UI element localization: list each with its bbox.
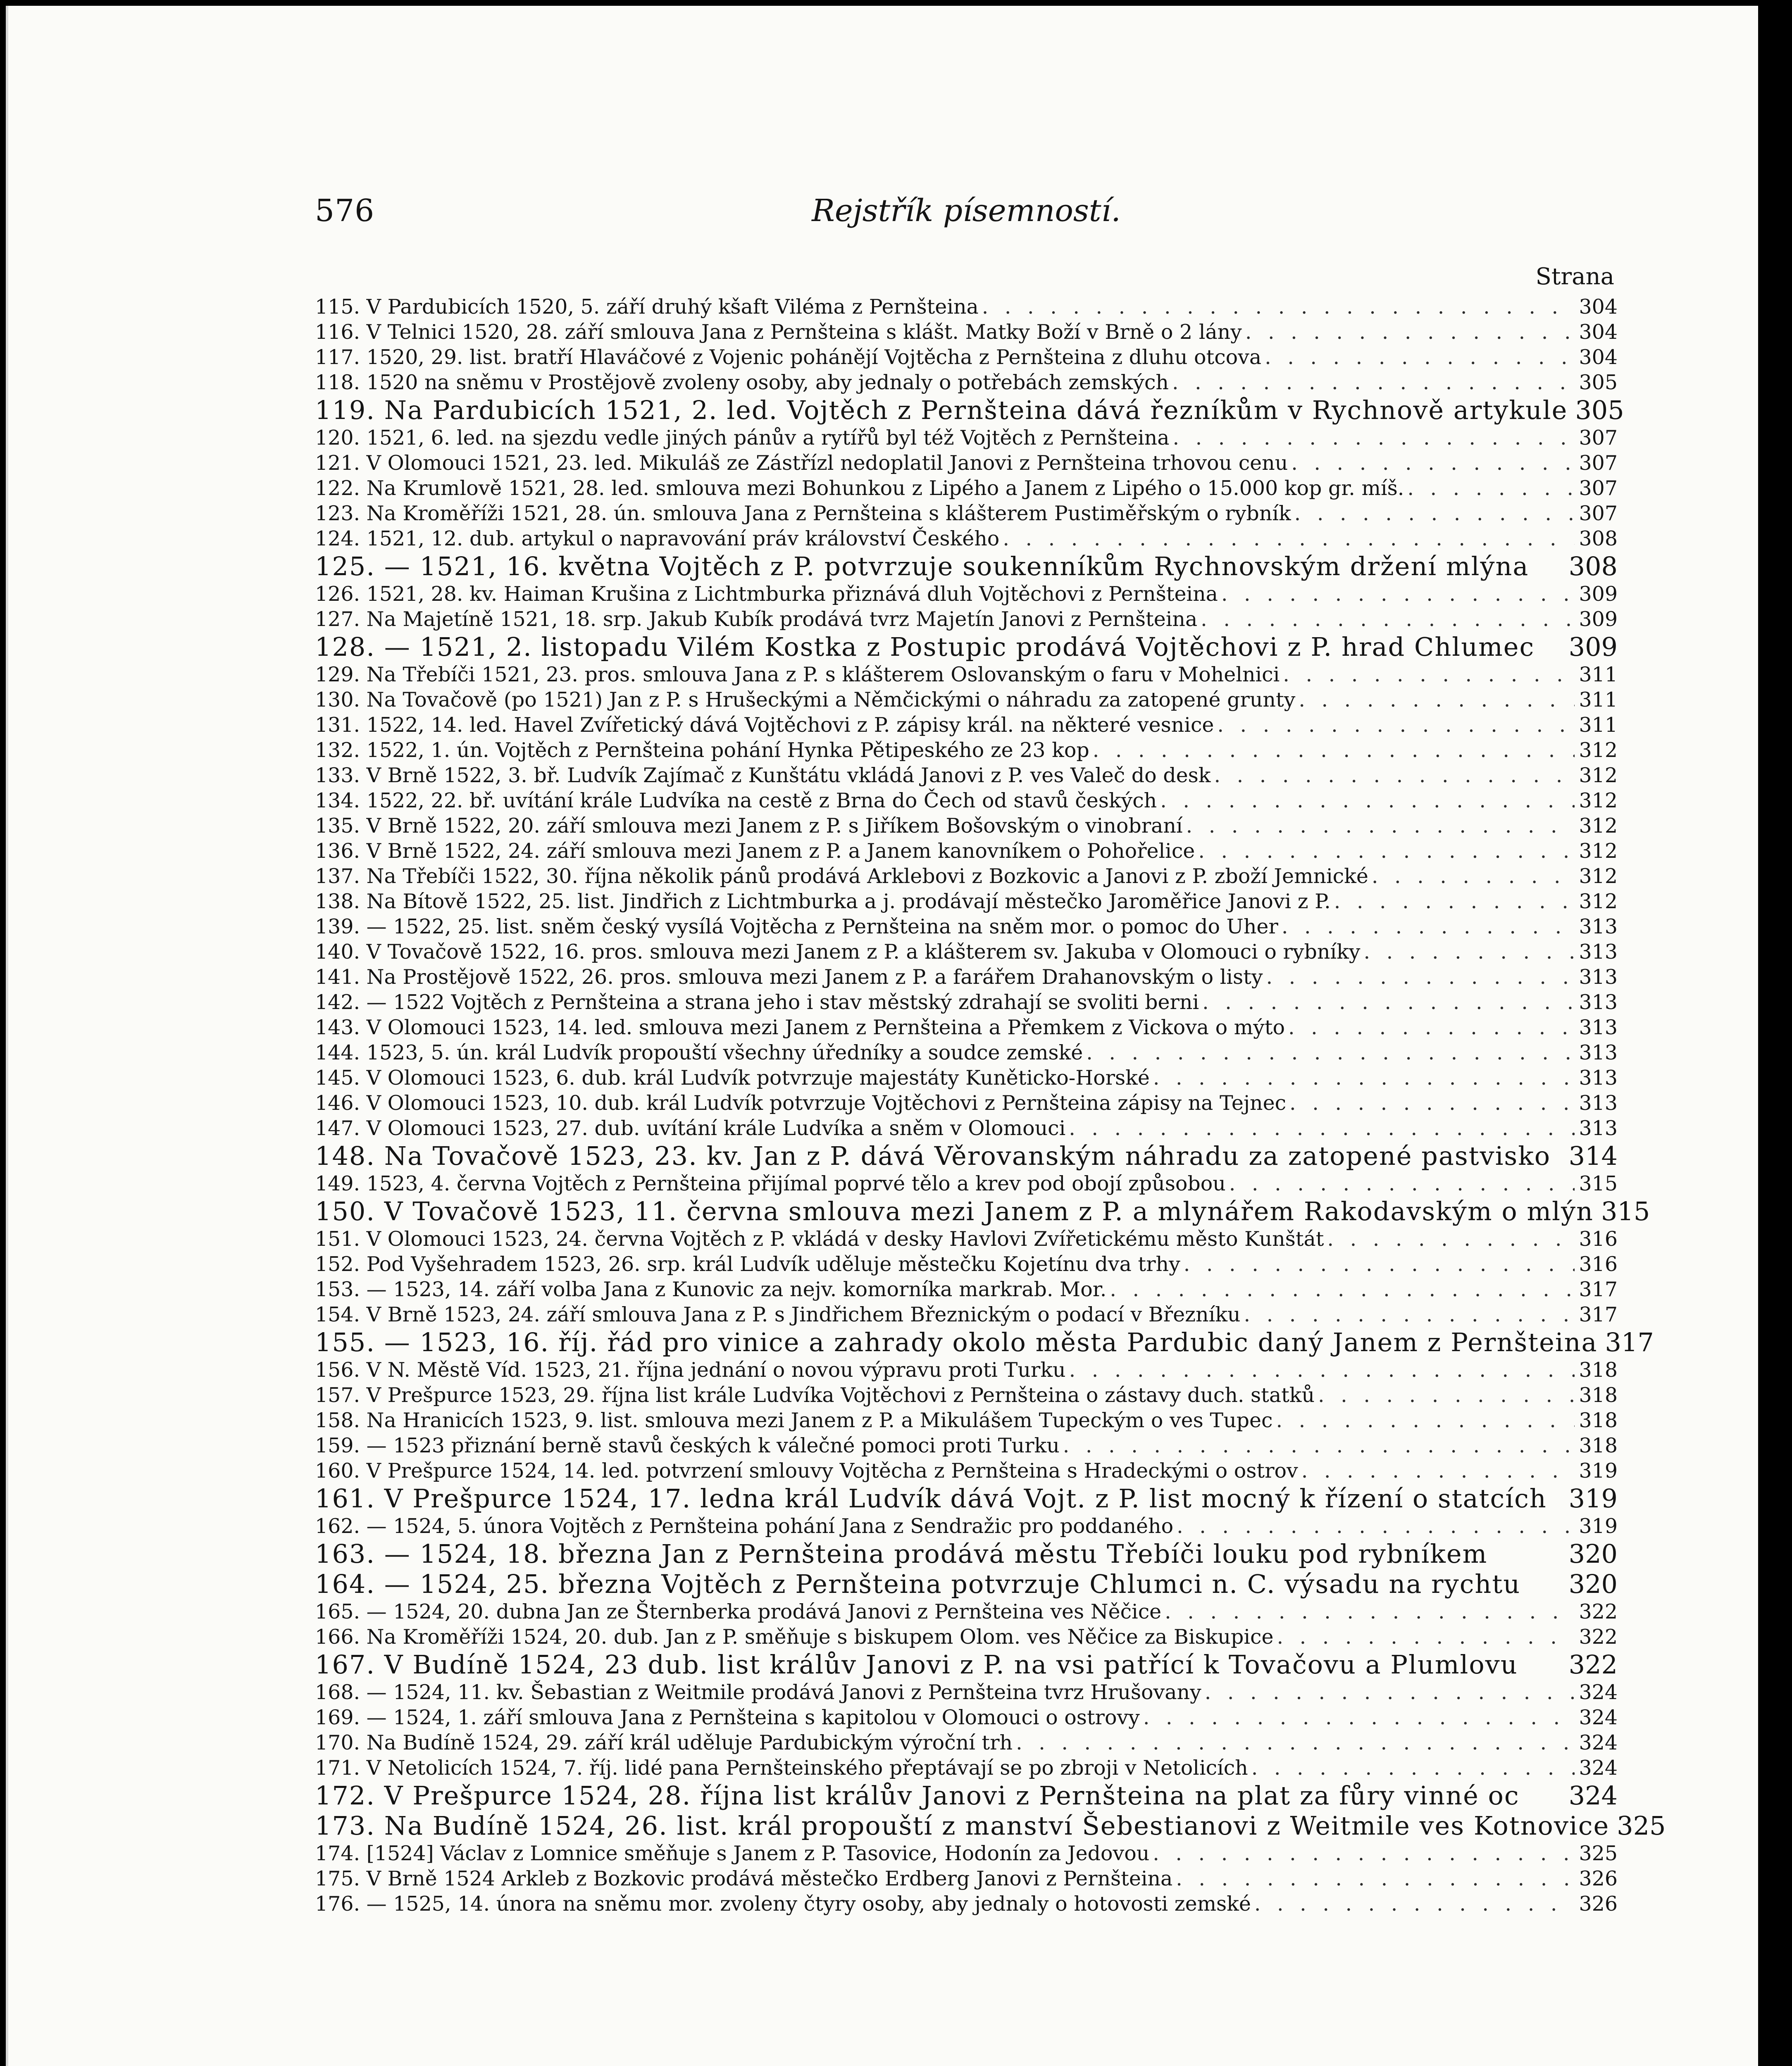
entry-text: 125. — 1521, 16. května Vojtěch z P. potvrzuje soukenníkům Rychnovským držení mlýna: [315, 551, 1529, 581]
register-entry: [315, 370, 1618, 395]
register-entry: [315, 1040, 1618, 1065]
dot-leader: [1251, 1755, 1575, 1780]
entry-text: 172. V Prešpurce 1524, 28. října list králův Janovi z Pernšteina na plat za fůry vinné oc: [315, 1780, 1520, 1811]
entry-text: 171. V Netolicích 1524, 7. říj. lidé pana Pernšteinského přeptávají se po zbroji v Netolicích: [315, 1756, 1248, 1780]
dot-leader: [1205, 1680, 1575, 1705]
register-entry: [315, 939, 1618, 964]
entry-page: 318: [1579, 1358, 1618, 1382]
entry-page: 311: [1579, 663, 1618, 686]
entry-page: 317: [1579, 1303, 1618, 1326]
entry-text: 149. 1523, 4. června Vojtěch z Pernšteina přijímal poprvé tělo a krev pod obojí způsobou: [315, 1172, 1226, 1195]
entry-text: 120. 1521, 6. led. na sjezdu vedle jiných pánův a rytířů byl též Vojtěch z Pernšteina: [315, 426, 1170, 450]
register-entry: [315, 395, 1624, 425]
dot-leader: [1266, 964, 1575, 990]
entry-text: 141. Na Prostějově 1522, 26. pros. smlouva mezi Janem z P. a farářem Drahanovským o listy: [315, 965, 1263, 989]
dot-leader: [982, 294, 1575, 319]
entry-text: 128. — 1521, 2. listopadu Vilém Kostka z Postupic prodává Vojtěchovi z P. hrad Chlumec: [315, 632, 1535, 662]
dot-leader: [1265, 345, 1575, 370]
page-column-label: Strana: [1535, 263, 1614, 290]
register-entry: [315, 1090, 1618, 1116]
dot-leader: [1407, 476, 1575, 501]
entry-text: 127. Na Majetíně 1521, 18. srp. Jakub Kubík prodává tvrz Majetín Janovi z Pernšteina: [315, 607, 1198, 631]
entry-text: 167. V Budíně 1524, 23 dub. list králův Janovi z P. na vsi patřící k Tovačovu a Plumlovu: [315, 1649, 1518, 1680]
entry-text: 144. 1523, 5. ún. král Ludvík propouští všechny úředníky a soudce zemské: [315, 1041, 1083, 1064]
entry-page: 317: [1605, 1327, 1654, 1357]
register-entry: [315, 712, 1618, 738]
entry-text: 164. — 1524, 25. března Vojtěch z Pernšteina potvrzuje Chlumci n. C. výsadu na rychtu: [315, 1569, 1521, 1599]
entry-page: 318: [1579, 1383, 1618, 1407]
entry-page: 320: [1568, 1569, 1618, 1599]
entry-page: 317: [1579, 1278, 1618, 1301]
register-entry: [315, 551, 1618, 581]
register-entry: [315, 476, 1618, 501]
entry-text: 155. — 1523, 16. říj. řád pro vinice a zahrady okolo města Pardubic daný Janem z Pernšteina: [315, 1327, 1598, 1357]
register-entry: [315, 1252, 1618, 1277]
entry-page: 324: [1579, 1731, 1618, 1754]
entry-text: 116. V Telnici 1520, 28. září smlouva Jana z Pernšteina s klášt. Matky Boží v Brně o 2 lány: [315, 320, 1242, 344]
entry-text: 152. Pod Vyšehradem 1523, 26. srp. král Ludvík uděluje městečku Kojetínu dva trhy: [315, 1252, 1180, 1276]
entry-text: 117. 1520, 29. list. bratří Hlaváčové z Vojenic pohánějí Vojtěcha z Pernšteina z dluhu otcova: [315, 345, 1262, 369]
register-entry: [315, 1705, 1618, 1730]
dot-leader: [1283, 662, 1575, 687]
register-entry: [315, 1891, 1618, 1916]
register-entry: [315, 1383, 1618, 1408]
dot-leader: [1372, 864, 1575, 889]
entry-page: 307: [1579, 451, 1618, 475]
entry-page: 309: [1568, 632, 1618, 662]
register-entry: [315, 1514, 1618, 1539]
entry-text: 138. Na Bítově 1522, 25. list. Jindřich z Lichtmburka a j. prodávají městečko Jaroměřice Janovi z P.: [315, 890, 1331, 913]
register-entry: [315, 788, 1618, 813]
register-entry: [315, 1196, 1650, 1226]
entry-page: 304: [1579, 295, 1618, 319]
register-entry: [315, 1755, 1618, 1780]
dot-leader: [1254, 1891, 1575, 1916]
dot-leader: [1277, 1624, 1575, 1649]
entry-page: 313: [1579, 1016, 1618, 1039]
entry-page: 313: [1579, 1116, 1618, 1140]
dot-leader: [1176, 1866, 1575, 1891]
dot-leader: [1172, 425, 1575, 450]
entry-text: 159. — 1523 přiznání berně stavů českých k válečné pomoci proti Turku: [315, 1434, 1060, 1457]
entry-text: 166. Na Kroměříži 1524, 20. dub. Jan z P. směňuje s biskupem Olom. ves Něčice za Biskupice: [315, 1625, 1274, 1649]
entry-page: 324: [1579, 1680, 1618, 1704]
page-title: Rejstřík písemností.: [812, 193, 1121, 228]
entry-page: 305: [1575, 395, 1624, 425]
entry-page: 324: [1579, 1756, 1618, 1780]
entry-text: 176. — 1525, 14. února na sněmu mor. zvoleny čtyry osoby, aby jednaly o hotovosti zemské: [315, 1892, 1251, 1916]
entry-page: 313: [1579, 990, 1618, 1014]
entry-text: 126. 1521, 28. kv. Haiman Krušina z Lichtmburka přiznává dluh Vojtěchovi z Pernšteina: [315, 582, 1218, 606]
dot-leader: [1184, 1252, 1575, 1277]
entry-page: 314: [1568, 1141, 1618, 1171]
entry-text: 163. — 1524, 18. března Jan z Pernšteina prodává městu Třebíči louku pod rybníkem: [315, 1539, 1488, 1569]
entry-page: 319: [1579, 1514, 1618, 1538]
entry-text: 136. V Brně 1522, 24. září smlouva mezi Janem z P. a Janem kanovníkem o Pohořelice: [315, 839, 1195, 863]
register-entry: [315, 1624, 1618, 1649]
register-page: [315, 0, 1666, 2066]
dot-leader: [1153, 1065, 1575, 1090]
register-entry: [315, 990, 1618, 1015]
dot-leader: [1165, 1599, 1575, 1624]
entry-text: 158. Na Hranicích 1523, 9. list. smlouva mezi Janem z P. a Mikulášem Tupeckým o ves Tupec: [315, 1409, 1273, 1432]
entry-text: 119. Na Pardubicích 1521, 2. led. Vojtěch z Pernšteina dává řezníkům v Rychnově artykule: [315, 395, 1568, 425]
dot-leader: [1294, 501, 1575, 526]
register-entry: [315, 1780, 1618, 1811]
entry-page: 318: [1579, 1409, 1618, 1432]
register-entry: [315, 1811, 1666, 1841]
entry-page: 304: [1579, 320, 1618, 344]
dot-leader: [1301, 1458, 1575, 1483]
dot-leader: [1063, 1433, 1575, 1458]
dot-leader: [1153, 1841, 1575, 1866]
entry-text: 160. V Prešpurce 1524, 14. led. potvrzení smlouvy Vojtěcha z Pernšteina s Hradeckými o ostrov: [315, 1459, 1298, 1483]
entry-text: 137. Na Třebíči 1522, 30. října několik pánů prodává Arklebovi z Bozkovic a Janovi z P. zboží Jemnické: [315, 864, 1368, 888]
register-entry: [315, 838, 1618, 864]
register-entry: [315, 889, 1618, 914]
dot-leader: [1177, 1514, 1575, 1539]
register-entry: [315, 1171, 1618, 1196]
entry-page: 318: [1579, 1434, 1618, 1457]
entry-page: 311: [1579, 713, 1618, 737]
dot-leader: [1016, 1730, 1575, 1755]
entry-text: 151. V Olomouci 1523, 24. června Vojtěch z P. vkládá v desky Havlovi Zvířetickému město Kunštát: [315, 1227, 1324, 1251]
entry-text: 174. [1524] Václav z Lomnice směňuje s Janem z P. Tasovice, Hodonín za Jedovou: [315, 1842, 1150, 1865]
entry-page: 319: [1568, 1483, 1618, 1514]
register-entry: [315, 526, 1618, 551]
entry-page: 308: [1568, 551, 1618, 581]
entry-text: 131. 1522, 14. led. Havel Zvířetický dává Vojtěchovi z P. zápisy král. na některé vesnice: [315, 713, 1214, 737]
dot-leader: [1291, 450, 1575, 476]
register-entry: [315, 1433, 1618, 1458]
entry-text: 147. V Olomouci 1523, 27. dub. uvítání krále Ludvíka a sněm v Olomouci: [315, 1116, 1066, 1140]
dot-leader: [1003, 526, 1575, 551]
register-entry: [315, 1302, 1618, 1327]
register-entry: [315, 425, 1618, 450]
register-entry: [315, 687, 1618, 712]
dot-leader: [1172, 370, 1575, 395]
entry-text: 143. V Olomouci 1523, 14. led. smlouva mezi Janem z Pernšteina a Přemkem z Vickova o mýto: [315, 1016, 1285, 1039]
entry-page: 322: [1568, 1649, 1618, 1680]
entry-text: 175. V Brně 1524 Arkleb z Bozkovic prodává městečko Erdberg Janovi z Pernšteina: [315, 1867, 1173, 1890]
register-entry: [315, 1730, 1618, 1755]
entry-text: 173. Na Budíně 1524, 26. list. král propouští z manství Šebestianovi z Weitmile ves Kotnovice: [315, 1811, 1610, 1841]
register-entry: [315, 581, 1618, 607]
register-entry: [315, 1569, 1618, 1599]
entry-page: 316: [1579, 1227, 1618, 1251]
dot-leader: [1069, 1357, 1575, 1383]
entry-page: 313: [1579, 915, 1618, 938]
dot-leader: [1093, 738, 1575, 763]
entry-text: 123. Na Kroměříži 1521, 28. ún. smlouva Jana z Pernšteina s klášterem Pustiměřským o rybník: [315, 502, 1291, 525]
entry-text: 145. V Olomouci 1523, 6. dub. král Ludvík potvrzuje majestáty Kuněticko-Horské: [315, 1066, 1150, 1090]
dot-leader: [1186, 813, 1575, 838]
entry-text: 150. V Tovačově 1523, 11. června smlouva mezi Janem z P. a mlynářem Rakodavským o mlýn: [315, 1196, 1594, 1226]
entry-text: 122. Na Krumlově 1521, 28. led. smlouva mezi Bohunkou z Lipého a Janem z Lipého o 15.000 kop gr. míš.: [315, 476, 1404, 500]
entry-text: 146. V Olomouci 1523, 10. dub. král Ludvík potvrzuje Vojtěchovi z Pernšteina zápisy na Tejnec: [315, 1091, 1287, 1115]
register-entry: [315, 1458, 1618, 1483]
dot-leader: [1276, 1408, 1575, 1433]
entry-text: 169. — 1524, 1. září smlouva Jana z Pernšteina s kapitolou v Olomouci o ostrovy: [315, 1706, 1140, 1729]
register-entry: [315, 450, 1618, 476]
entry-page: 313: [1579, 1041, 1618, 1064]
entry-text: 118. 1520 na sněmu v Prostějově zvoleny osoby, aby jednaly o potřebách zemských: [315, 371, 1169, 394]
dot-leader: [1244, 1302, 1575, 1327]
register-entry: [315, 1841, 1618, 1866]
entry-page: 320: [1568, 1539, 1618, 1569]
entry-page: 325: [1579, 1842, 1618, 1865]
register-entry: [315, 914, 1618, 939]
dot-leader: [1198, 838, 1575, 864]
entry-page: 312: [1579, 738, 1618, 762]
entry-page: 313: [1579, 940, 1618, 964]
entry-page: 311: [1579, 688, 1618, 712]
entry-page: 312: [1579, 814, 1618, 838]
entry-page: 308: [1579, 527, 1618, 550]
entry-page: 312: [1579, 864, 1618, 888]
entry-page: 304: [1579, 345, 1618, 369]
dot-leader: [1289, 1090, 1575, 1116]
entry-page: 315: [1579, 1172, 1618, 1195]
entry-text: 161. V Prešpurce 1524, 17. ledna král Ludvík dává Vojt. z P. list mocný k řízení o statcích: [315, 1483, 1547, 1514]
dot-leader: [1229, 1171, 1575, 1196]
register-entry: [315, 632, 1618, 662]
register-entry: [315, 738, 1618, 763]
page-header: [315, 190, 1618, 231]
register-entry: [315, 1277, 1618, 1302]
entry-page: 307: [1579, 426, 1618, 450]
register-entry: [315, 1539, 1618, 1569]
register-entry: [315, 1226, 1618, 1252]
register-entry: [315, 1065, 1618, 1090]
dot-leader: [1201, 607, 1575, 632]
dot-leader: [1202, 990, 1575, 1015]
entry-page: 312: [1579, 764, 1618, 787]
entry-page: 313: [1579, 965, 1618, 989]
dot-leader: [1214, 763, 1575, 788]
entry-page: 326: [1579, 1867, 1618, 1890]
dot-leader: [1069, 1116, 1575, 1141]
register-entry: [315, 813, 1618, 838]
entry-text: 162. — 1524, 5. února Vojtěch z Pernšteina pohání Jana z Sendražic pro poddaného: [315, 1514, 1174, 1538]
register-entry: [315, 319, 1618, 345]
entry-page: 326: [1579, 1892, 1618, 1916]
entry-page: 312: [1579, 839, 1618, 863]
register-entry: [315, 294, 1618, 319]
entry-text: 130. Na Tovačově (po 1521) Jan z P. s Hrušeckými a Němčickými o náhradu za zatopené grunty: [315, 688, 1296, 712]
entry-page: 312: [1579, 890, 1618, 913]
entry-page: 315: [1601, 1196, 1650, 1226]
register-entry: [315, 864, 1618, 889]
register-entry: [315, 345, 1618, 370]
dot-leader: [1334, 889, 1575, 914]
entry-text: 139. — 1522, 25. list. sněm český vysílá Vojtěcha z Pernšteina na sněm mor. o pomoc do Uher: [315, 915, 1278, 938]
entry-text: 140. V Tovačově 1522, 16. pros. smlouva mezi Janem z P. a klášterem sv. Jakuba v Olomouci o rybníky: [315, 940, 1361, 964]
entry-page: 324: [1579, 1706, 1618, 1729]
entry-page: 322: [1579, 1600, 1618, 1623]
entry-page: 305: [1579, 371, 1618, 394]
dot-leader: [1327, 1226, 1575, 1252]
entry-page: 319: [1579, 1459, 1618, 1483]
dot-leader: [1221, 581, 1575, 607]
register-entry: [315, 607, 1618, 632]
entry-page: 322: [1579, 1625, 1618, 1649]
entry-text: 142. — 1522 Vojtěch z Pernšteina a strana jeho i stav městský zdrahají se svoliti berni: [315, 990, 1199, 1014]
register-entry: [315, 1408, 1618, 1433]
register-entry: [315, 1483, 1618, 1514]
dot-leader: [1143, 1705, 1575, 1730]
entry-page: 307: [1579, 476, 1618, 500]
entry-list: [315, 294, 1666, 1916]
entry-page: 312: [1579, 789, 1618, 812]
page-number: 576: [315, 193, 375, 228]
register-entry: [315, 1599, 1618, 1624]
register-entry: [315, 1141, 1618, 1171]
entry-text: 133. V Brně 1522, 3. bř. Ludvík Zajímač z Kunštátu vkládá Janovi z P. ves Valeč do desk: [315, 764, 1211, 787]
entry-text: 129. Na Třebíči 1521, 23. pros. smlouva Jana z P. s klášterem Oslovanským o faru v Mohelnici: [315, 663, 1280, 686]
entry-text: 134. 1522, 22. bř. uvítání krále Ludvíka na cestě z Brna do Čech od stavů českých: [315, 789, 1157, 812]
entry-text: 168. — 1524, 11. kv. Šebastian z Weitmile prodává Janovi z Pernšteina tvrz Hrušovany: [315, 1680, 1201, 1704]
dot-leader: [1363, 939, 1575, 964]
register-entry: [315, 1015, 1618, 1040]
register-entry: [315, 1680, 1618, 1705]
entry-text: 115. V Pardubicích 1520, 5. září druhý kšaft Viléma z Pernšteina: [315, 295, 979, 319]
register-entry: [315, 662, 1618, 687]
register-entry: [315, 1327, 1654, 1357]
dot-leader: [1288, 1015, 1575, 1040]
entry-page: 313: [1579, 1091, 1618, 1115]
entry-text: 165. — 1524, 20. dubna Jan ze Šternberka prodává Janovi z Pernšteina ves Něčice: [315, 1600, 1162, 1623]
dot-leader: [1110, 1277, 1575, 1302]
dot-leader: [1318, 1383, 1575, 1408]
entry-text: 124. 1521, 12. dub. artykul o napravování práv království Českého: [315, 527, 1000, 550]
entry-text: 135. V Brně 1522, 20. září smlouva mezi Janem z P. s Jiříkem Bošovským o vinobraní: [315, 814, 1183, 838]
entry-page: 307: [1579, 502, 1618, 525]
entry-text: 132. 1522, 1. ún. Vojtěch z Pernšteina pohání Hynka Pětipeského ze 23 kop: [315, 738, 1089, 762]
register-entry: [315, 501, 1618, 526]
dot-leader: [1086, 1040, 1575, 1065]
dot-leader: [1299, 687, 1575, 712]
page-shadow-left: [6, 6, 8, 2066]
binding-edge: [1771, 0, 1781, 2066]
dot-leader: [1217, 712, 1575, 738]
entry-page: 324: [1568, 1780, 1618, 1811]
entry-text: 154. V Brně 1523, 24. září smlouva Jana z P. s Jindřichem Březnickým o podací v Březníku: [315, 1303, 1241, 1326]
entry-text: 157. V Prešpurce 1523, 29. října list krále Ludvíka Vojtěchovi z Pernšteina o zástavy duch. statků: [315, 1383, 1315, 1407]
entry-page: 309: [1579, 582, 1618, 606]
register-entry: [315, 1866, 1618, 1891]
register-entry: [315, 1357, 1618, 1383]
entry-page: 325: [1617, 1811, 1666, 1841]
entry-text: 170. Na Budíně 1524, 29. září král uděluje Pardubickým výroční trh: [315, 1731, 1013, 1754]
entry-text: 148. Na Tovačově 1523, 23. kv. Jan z P. dává Věrovanským náhradu za zatopené pastvisko: [315, 1141, 1551, 1171]
register-entry: [315, 763, 1618, 788]
dot-leader: [1282, 914, 1575, 939]
entry-page: 309: [1579, 607, 1618, 631]
entry-page: 313: [1579, 1066, 1618, 1090]
entry-page: 316: [1579, 1252, 1618, 1276]
dot-leader: [1160, 788, 1575, 813]
dot-leader: [1245, 319, 1575, 345]
register-entry: [315, 1116, 1618, 1141]
entry-text: 121. V Olomouci 1521, 23. led. Mikuláš ze Zástřízl nedoplatil Janovi z Pernšteina trhovou cenu: [315, 451, 1288, 475]
register-entry: [315, 1649, 1618, 1680]
register-entry: [315, 964, 1618, 990]
entry-text: 156. V N. Městě Víd. 1523, 21. října jednání o novou výpravu proti Turku: [315, 1358, 1066, 1382]
entry-text: 153. — 1523, 14. září volba Jana z Kunovic za nejv. komorníka markrab. Mor.: [315, 1278, 1107, 1301]
